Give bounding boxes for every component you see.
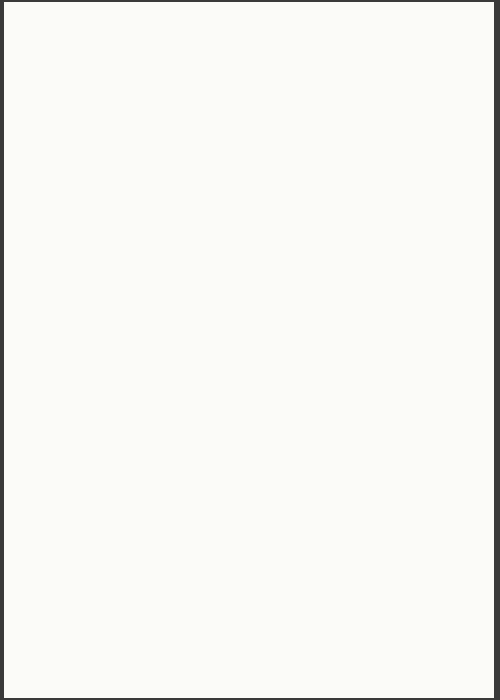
book-page (4, 2, 494, 698)
